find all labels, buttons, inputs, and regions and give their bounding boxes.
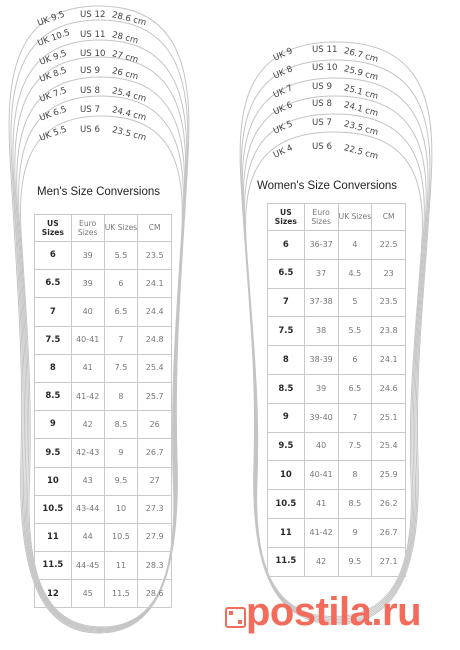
table-cell: 6.5 [338, 374, 372, 403]
insole-size-label: 25.9 cm [342, 64, 380, 83]
table-cell: 7.5 [35, 326, 72, 354]
table-cell: 9 [35, 411, 72, 439]
table-row [268, 317, 406, 346]
insole-size-label: 26 cm [110, 66, 140, 83]
insole-size-label: UK 9 [271, 46, 295, 64]
insole-size-label: 23.5 cm [342, 119, 380, 138]
insole-size-label: UK 7.5 [38, 85, 69, 105]
men-table-title: Men's Size Conversions [37, 186, 160, 198]
table-cell: 38-39 [304, 346, 338, 375]
table-cell: 26 [138, 411, 172, 439]
insole-size-label: 25.1 cm [342, 83, 380, 102]
table-cell: 24.4 [138, 298, 172, 326]
insole-size-label: UK 10.5 [36, 27, 72, 49]
column-header: CM [372, 204, 406, 231]
insole-size-label: UK 8 [271, 64, 295, 82]
table-row [268, 288, 406, 317]
table-cell: 10 [35, 467, 72, 495]
table-row [268, 518, 406, 547]
table-row [35, 298, 172, 326]
insole-size-label: US 12 [80, 10, 106, 20]
table-cell: 40-41 [304, 461, 338, 490]
insole-size-label: UK 4 [271, 143, 295, 161]
insole-size-label: 28 cm [110, 30, 140, 47]
insole-size-label: US 11 [312, 45, 338, 55]
table-cell: 41-42 [304, 518, 338, 547]
table-cell: 22.5 [372, 231, 406, 260]
table-cell: 6.5 [268, 259, 305, 288]
table-cell: 26.7 [372, 518, 406, 547]
insole-size-label: UK 5 [271, 119, 295, 137]
table-cell: 8 [338, 461, 372, 490]
table-cell: 9 [268, 403, 305, 432]
table-cell: 25.7 [138, 382, 172, 410]
table-cell: 11.5 [35, 552, 72, 580]
table-cell: 25.4 [138, 354, 172, 382]
table-cell: 8.5 [104, 411, 138, 439]
table-row [268, 490, 406, 519]
table-cell: 8.5 [338, 490, 372, 519]
table-cell: 26.2 [372, 490, 406, 519]
insole-size-label: UK 6.5 [38, 104, 69, 124]
insole-size-label: 24.1 cm [342, 100, 380, 119]
table-cell: 9 [104, 439, 138, 467]
women-table-title: Women's Size Conversions [257, 180, 398, 192]
table-cell: 10 [268, 461, 305, 490]
table-cell: 36-37 [304, 231, 338, 260]
column-header: Euro Sizes [71, 215, 104, 242]
table-cell: 39 [304, 374, 338, 403]
table-row [35, 270, 172, 298]
table-row [268, 374, 406, 403]
table-cell: 5.5 [104, 242, 138, 270]
table-cell: 25.1 [372, 403, 406, 432]
table-cell: 12 [35, 580, 72, 608]
insole-size-label: US 9 [80, 66, 100, 76]
insole-size-label: UK 9.5 [36, 9, 67, 29]
table-cell: 37 [304, 259, 338, 288]
table-cell: 24.1 [138, 270, 172, 298]
table-cell: 40-41 [71, 326, 104, 354]
men-size-table [34, 214, 172, 608]
table-row [35, 495, 172, 523]
table-cell: 7.5 [338, 432, 372, 461]
table-row [35, 523, 172, 551]
women-size-table [267, 203, 406, 577]
insole-size-label: 28.6 cm [110, 10, 148, 29]
table-cell: 9.5 [104, 467, 138, 495]
table-cell: 27.1 [372, 547, 406, 576]
column-header: US Sizes [268, 204, 305, 231]
table-cell: 23 [372, 259, 406, 288]
insole-size-label: UK 7 [271, 83, 295, 101]
insole-size-label: US 8 [312, 99, 332, 109]
table-cell: 6 [104, 270, 138, 298]
table-cell: 6 [268, 231, 305, 260]
table-cell: 42-43 [71, 439, 104, 467]
table-cell: 11 [268, 518, 305, 547]
table-row [268, 547, 406, 576]
table-row [35, 580, 172, 608]
table-row [268, 346, 406, 375]
table-cell: 28.6 [138, 580, 172, 608]
table-cell: 7 [35, 298, 72, 326]
table-row [268, 432, 406, 461]
insole-size-label: 24.4 cm [110, 105, 148, 124]
table-cell: 8.5 [268, 374, 305, 403]
table-cell: 4 [338, 231, 372, 260]
table-cell: 7.5 [104, 354, 138, 382]
table-cell: 8 [35, 354, 72, 382]
table-row [35, 326, 172, 354]
table-cell: 39 [71, 270, 104, 298]
insole-size-label: US 7 [80, 105, 100, 115]
table-cell: 43-44 [71, 495, 104, 523]
insole-size-label: 26.7 cm [342, 46, 380, 65]
table-cell: 7 [268, 288, 305, 317]
table-row [35, 354, 172, 382]
table-cell: 40 [304, 432, 338, 461]
table-cell: 28.3 [138, 552, 172, 580]
table-cell: 27 [138, 467, 172, 495]
insole-size-label: US 10 [80, 49, 106, 59]
table-cell: 11.5 [268, 547, 305, 576]
table-row [268, 231, 406, 260]
table-cell: 10.5 [35, 495, 72, 523]
postila-logo-icon [225, 607, 246, 628]
table-cell: 45 [71, 580, 104, 608]
table-cell: 23.5 [138, 242, 172, 270]
table-row [35, 382, 172, 410]
column-header: UK Sizes [104, 215, 138, 242]
table-cell: 11 [35, 523, 72, 551]
table-cell: 4.5 [338, 259, 372, 288]
insole-size-label: 27 cm [110, 49, 140, 66]
insole-size-label: 23.5 cm [110, 125, 148, 144]
insole-size-label: 25.4 cm [110, 86, 148, 105]
table-cell: 43 [71, 467, 104, 495]
table-cell: 10 [104, 495, 138, 523]
table-row [35, 411, 172, 439]
table-cell: 44 [71, 523, 104, 551]
table-cell: 10.5 [268, 490, 305, 519]
insole-size-label: US 6 [80, 125, 100, 135]
insole-size-label: UK 9.5 [38, 48, 69, 68]
table-cell: 42 [71, 411, 104, 439]
table-row [35, 439, 172, 467]
table-cell: 39-40 [304, 403, 338, 432]
table-cell: 7 [104, 326, 138, 354]
table-cell: 11 [104, 552, 138, 580]
insole-size-label: US 6 [312, 142, 332, 152]
table-cell: 39 [71, 242, 104, 270]
table-cell: 9 [338, 518, 372, 547]
table-cell: 25.4 [372, 432, 406, 461]
table-cell: 9.5 [268, 432, 305, 461]
watermark-text: postila.ru [246, 590, 422, 634]
table-cell: 41 [71, 354, 104, 382]
table-cell: 9.5 [338, 547, 372, 576]
table-cell: 9.5 [35, 439, 72, 467]
table-cell: 8 [104, 382, 138, 410]
table-cell: 6 [35, 242, 72, 270]
insole-size-label: US 9 [312, 82, 332, 92]
column-header: UK Sizes [338, 204, 372, 231]
table-cell: 38 [304, 317, 338, 346]
table-cell: 40 [71, 298, 104, 326]
table-cell: 27.3 [138, 495, 172, 523]
table-cell: 24.1 [372, 346, 406, 375]
table-cell: 41-42 [71, 382, 104, 410]
insole-size-label: US 8 [80, 86, 100, 96]
table-cell: 23.8 [372, 317, 406, 346]
table-cell: 6 [338, 346, 372, 375]
table-cell: 7.5 [268, 317, 305, 346]
table-cell: 24.6 [372, 374, 406, 403]
table-cell: 8 [268, 346, 305, 375]
column-header: CM [138, 215, 172, 242]
table-cell: 6.5 [35, 270, 72, 298]
insole-size-label: 22.5 cm [342, 143, 380, 162]
table-row [35, 242, 172, 270]
table-cell: 24.8 [138, 326, 172, 354]
table-cell: 42 [304, 547, 338, 576]
insole-size-label: UK 5.5 [38, 124, 69, 144]
column-header: Euro Sizes [304, 204, 338, 231]
table-cell: 27.9 [138, 523, 172, 551]
table-cell: 25.9 [372, 461, 406, 490]
table-cell: 10.5 [104, 523, 138, 551]
table-cell: 44-45 [71, 552, 104, 580]
table-row [35, 467, 172, 495]
table-cell: 5.5 [338, 317, 372, 346]
insole-size-label: US 10 [312, 63, 338, 73]
table-cell: 26.7 [138, 439, 172, 467]
table-cell: 41 [304, 490, 338, 519]
table-row [268, 259, 406, 288]
table-cell: 5 [338, 288, 372, 317]
table-cell: 7 [338, 403, 372, 432]
insole-size-label: UK 6 [271, 100, 295, 118]
table-row [268, 403, 406, 432]
table-cell: 23.5 [372, 288, 406, 317]
column-header: US Sizes [35, 215, 72, 242]
table-row [35, 552, 172, 580]
table-cell: 11.5 [104, 580, 138, 608]
insole-size-label: UK 8.5 [38, 65, 69, 85]
table-cell: 8.5 [35, 382, 72, 410]
insole-size-label: US 7 [312, 118, 332, 128]
table-cell: 6.5 [104, 298, 138, 326]
insole-size-label: US 11 [80, 30, 106, 40]
table-cell: 37-38 [304, 288, 338, 317]
table-row [268, 461, 406, 490]
